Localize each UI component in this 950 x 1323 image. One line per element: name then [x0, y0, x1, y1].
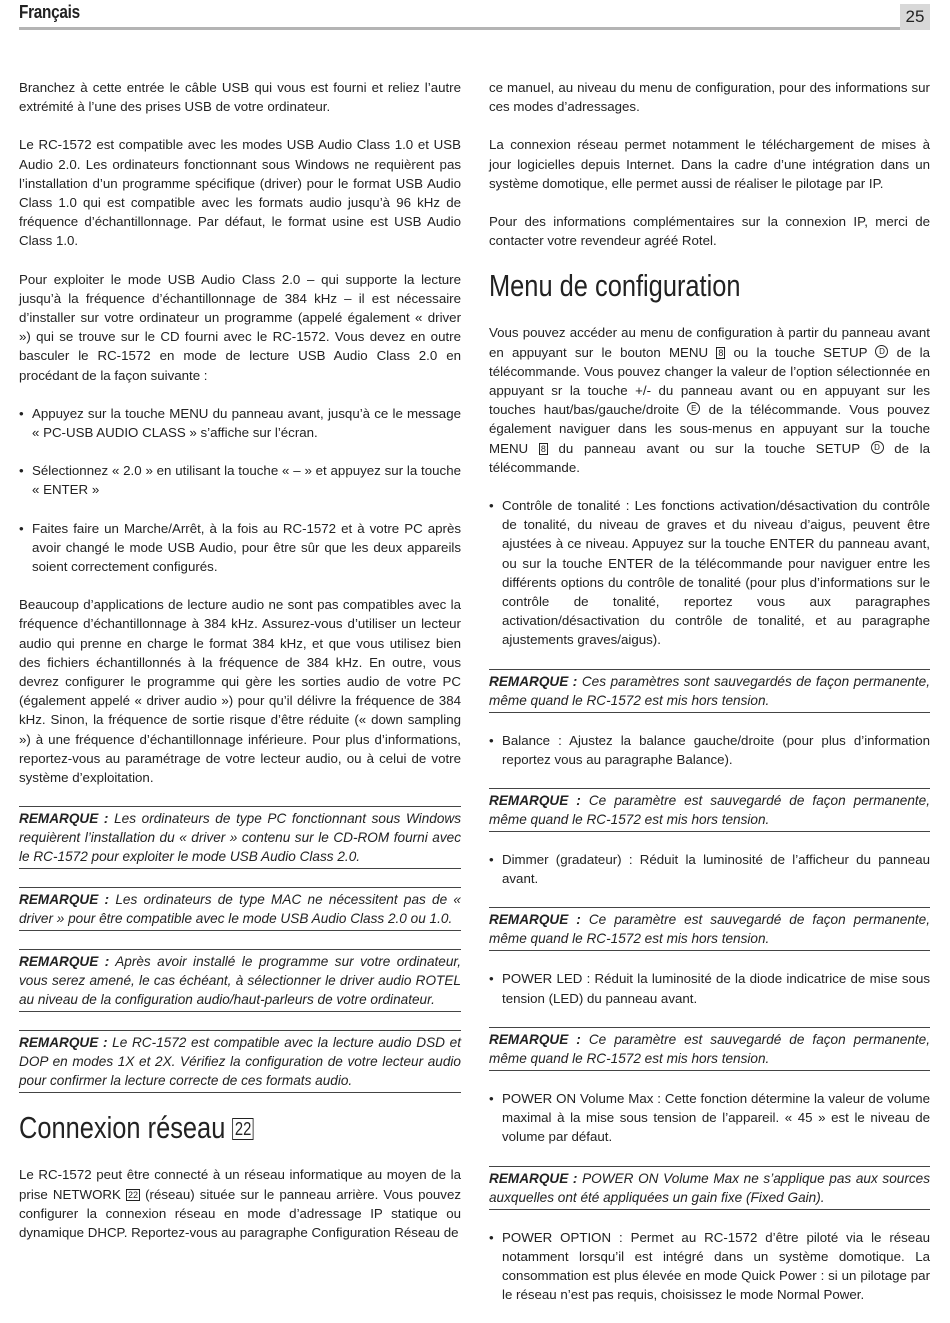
paragraph: La connexion réseau permet notamment le téléchargement de mises à jour logicielles depuis Internet. Dans la cadre d’une intégration dans un système domotique, elle permet aussi de réaliser le pilotage par IP.	[489, 137, 930, 191]
remark-note	[489, 1027, 930, 1071]
paragraph: Beaucoup d’applications de lecture audio ne sont pas compatibles avec la fréquence d’échantillonnage à 384 kHz. Assurez-vous d’utiliser un lecteur audio qui prenne en charge le format 384 kHz, et que vous utilisez bien des fichiers échantillonnés à la fréquence de 384 kHz. En outre, vous devrez configurer le programme qui gère les sorties audio de votre PC (également appelé « driver audio ») pour qu’il délivre la fréquence de 384 kHz. Sinon, la fréquence de sortie risque d’être réduite (« down sampling ») à une fréquence d’échantillonnage inférieure. Pour plus d’informations, reportez-vous au paramétrage de votre lecteur audio, ou à celui de votre système d’exploitation.	[19, 597, 461, 786]
remark-label: REMARQUE :	[489, 793, 581, 809]
network-port-icon: 22	[128, 1189, 139, 1200]
remark-label: REMARQUE :	[19, 811, 109, 827]
bullet-item: • POWER OPTION : Permet au RC-1572 d’être piloté via le réseau notamment lorsqu’il est intégré dans un système domotique. La consommation est plus élevée en mode Quick Power : si un pilotage par le réseau n’est pas requis, choisissez le mode Normal Power.	[489, 1228, 930, 1305]
remark-text: Ce paramètre est sauvegardé de façon permanente, même quand le RC-1572 est mis hors tension.	[489, 912, 930, 947]
bullet-item: • POWER ON Volume Max : Cette fonction détermine la valeur de volume maximal à la mise sous tension de l’appareil. « 45 » est le niveau de volume par défaut.	[489, 1089, 930, 1147]
remark-note	[19, 887, 461, 931]
bullet-item: • Dimmer (gradateur) : Réduit la luminosité de l’afficheur du panneau avant.	[489, 850, 930, 888]
bullet-item: • Sélectionnez « 2.0 » en utilisant la touche « – » et appuyez sur la touche « ENTER »	[19, 461, 461, 499]
remark-note	[489, 1166, 930, 1210]
paragraph: Pour exploiter le mode USB Audio Class 2.0 – qui supporte la lecture jusqu’à la fréquence d’échantillonnage de 384 kHz – il est nécessaire d’installer sur votre ordinateur un programme (appelé également « driver ») qui se trouve sur le CD fourni avec le RC-1572. Vous devez en outre basculer le RC-1572 en mode de lecture USB Audio Class 2.0 en procédant de la façon suivante :	[19, 271, 461, 383]
bullet-item: • Contrôle de tonalité : Les fonctions activation/désactivation du contrôle de tonalité, du niveau de graves et du niveau d’aigus, peuvent être ajustées à ce niveau. Appuyez sur la touche ENTER du panneau avant, ou sur la touche ENTER de la télécommande pour naviguer entre les différents options du contrôle de tonalité (pour plus d’informations sur le contrôle de tonalité, reportez vous aux paragraphes activation/désactivation du contrôle de tonalité, et au paragraphe ajustements graves/aigus).	[489, 496, 930, 650]
remark-label: REMARQUE :	[489, 1031, 581, 1047]
remark-note	[19, 806, 461, 869]
menu-button-icon: 8	[540, 443, 546, 454]
paragraph: Vous pouvez accéder au menu de configuration à partir du panneau avant en appuyant sur le bouton MENU 8 ou la touche SETUP D de la télécommande. Vous pouvez changer la valeur de l’option sélectionnée en appuyant sr la touche +/- du panneau avant ou en appuyant sur les touches haut/bas/gauche/droite E de la télécommande. Vous pouvez également naviguer dans les sous-menus en appuyant sur la touche MENU 8 du panneau avant ou sur la touche SETUP D de la télécommande.	[489, 325, 931, 475]
paragraph: Le RC-1572 est compatible avec les modes USB Audio Class 1.0 et USB Audio 2.0. Les ordinateurs fonctionnant sous Windows ne requièrent pas l’installation d’un programme spécifique (driver) pour le format USB Audio Class 1.0 qui est compatible avec les formats audio jusqu’à 96 kHz de fréquence d’échantillonnage. Par défaut, le format usine est USB Audio Class 1.0.	[19, 137, 461, 249]
remark-label: REMARQUE :	[489, 912, 581, 928]
bullet-item: • Balance : Ajustez la balance gauche/droite (pour plus d’information reportez vous au paragraphe Balance).	[489, 731, 930, 769]
menu-button-icon: 8	[718, 347, 724, 358]
right-column	[489, 78, 930, 1323]
remark-text: Le RC-1572 est compatible avec la lecture audio DSD et DOP en modes 1X et 2X. Vérifiez la configuration de votre lecteur audio pour confirmer la lecture correcte de ces formats audio.	[19, 1035, 461, 1089]
remark-label: REMARQUE :	[19, 954, 110, 970]
remark-note	[489, 669, 930, 713]
page-header	[19, 0, 930, 31]
remark-label: REMARQUE :	[19, 1035, 108, 1051]
section-heading-network: Connexion réseau 22	[19, 1111, 381, 1145]
left-column	[19, 78, 461, 1261]
section-heading-menu: Menu de configuration	[489, 268, 741, 304]
paragraph: Pour des informations complémentaires sur la connexion IP, merci de contacter votre revendeur agréé Rotel.	[489, 214, 930, 249]
header-rule	[19, 27, 900, 30]
remark-label: REMARQUE :	[19, 892, 110, 908]
page-number: 25	[900, 4, 930, 30]
bullet-item: • Faites faire un Marche/Arrêt, à la fois au RC-1572 et à votre PC après avoir changé le mode USB Audio, pour être sûr que les deux appareils soient correctement configurés.	[19, 519, 461, 577]
remark-label: REMARQUE :	[489, 1170, 578, 1186]
remark-note	[19, 949, 461, 1012]
setup-key-icon: D	[871, 441, 884, 454]
remark-text: Les ordinateurs de type MAC ne nécessitent pas de « driver » pour être compatible avec le mode USB Audio Class 2.0 ou 1.0.	[19, 892, 461, 927]
paragraph: Le RC-1572 peut être connecté à un réseau informatique au moyen de la prise NETWORK 22 (réseau) située sur le panneau arrière. Vous pouvez configurer la connexion réseau en mode d’adressage IP statique ou dynamique DHCP. Reportez-vous au paragraphe Configuration Réseau de	[19, 1167, 461, 1240]
remark-text: POWER ON Volume Max ne s’applique pas aux sources auxquelles ont été appliquées un gain fixe (Fixed Gain).	[489, 1170, 930, 1205]
paragraph: Branchez à cette entrée le câble USB qui vous est fourni et reliez l’autre extrémité à l’une des prises USB de votre ordinateur.	[19, 80, 461, 115]
remark-text: Ce paramètre est sauvegardé de façon permanente, même quand le RC-1572 est mis hors tension.	[489, 793, 930, 828]
remark-text: Les ordinateurs de type PC fonctionnant sous Windows requièrent l’installation du « driver » contenu sur le CD-ROM fourni avec le RC-1572 pour exploiter le mode USB Audio Class 2.0.	[19, 811, 461, 865]
network-port-icon: 22	[232, 1118, 253, 1140]
paragraph: ce manuel, au niveau du menu de configuration, pour des informations sur ces modes d’adressages.	[489, 80, 930, 115]
remark-note	[489, 907, 930, 951]
setup-key-icon: D	[875, 345, 888, 358]
remark-text: Après avoir installé le programme sur votre ordinateur, vous serez amené, le cas échéant, à sélectionner le driver audio ROTEL au niveau de la configuration audio/haut-parleurs de votre ordinateur.	[19, 954, 461, 1008]
remark-note	[19, 1030, 461, 1093]
remark-text: Ce paramètre est sauvegardé de façon permanente, même quand le RC-1572 est mis hors tension.	[489, 1031, 930, 1066]
remark-text: Ces paramètres sont sauvegardés de façon permanente, même quand le RC-1572 est mis hors tension.	[489, 673, 930, 708]
remark-note	[489, 788, 930, 832]
language-label: Français	[19, 2, 80, 22]
remark-label: REMARQUE :	[489, 673, 578, 689]
arrow-keys-icon: E	[687, 402, 700, 415]
bullet-item: • POWER LED : Réduit la luminosité de la diode indicatrice de mise sous tension (LED) du panneau avant.	[489, 969, 930, 1007]
bullet-item: • Appuyez sur la touche MENU du panneau avant, jusqu’à ce le message « PC-USB AUDIO CLASS » s’affiche sur l’écran.	[19, 404, 461, 442]
